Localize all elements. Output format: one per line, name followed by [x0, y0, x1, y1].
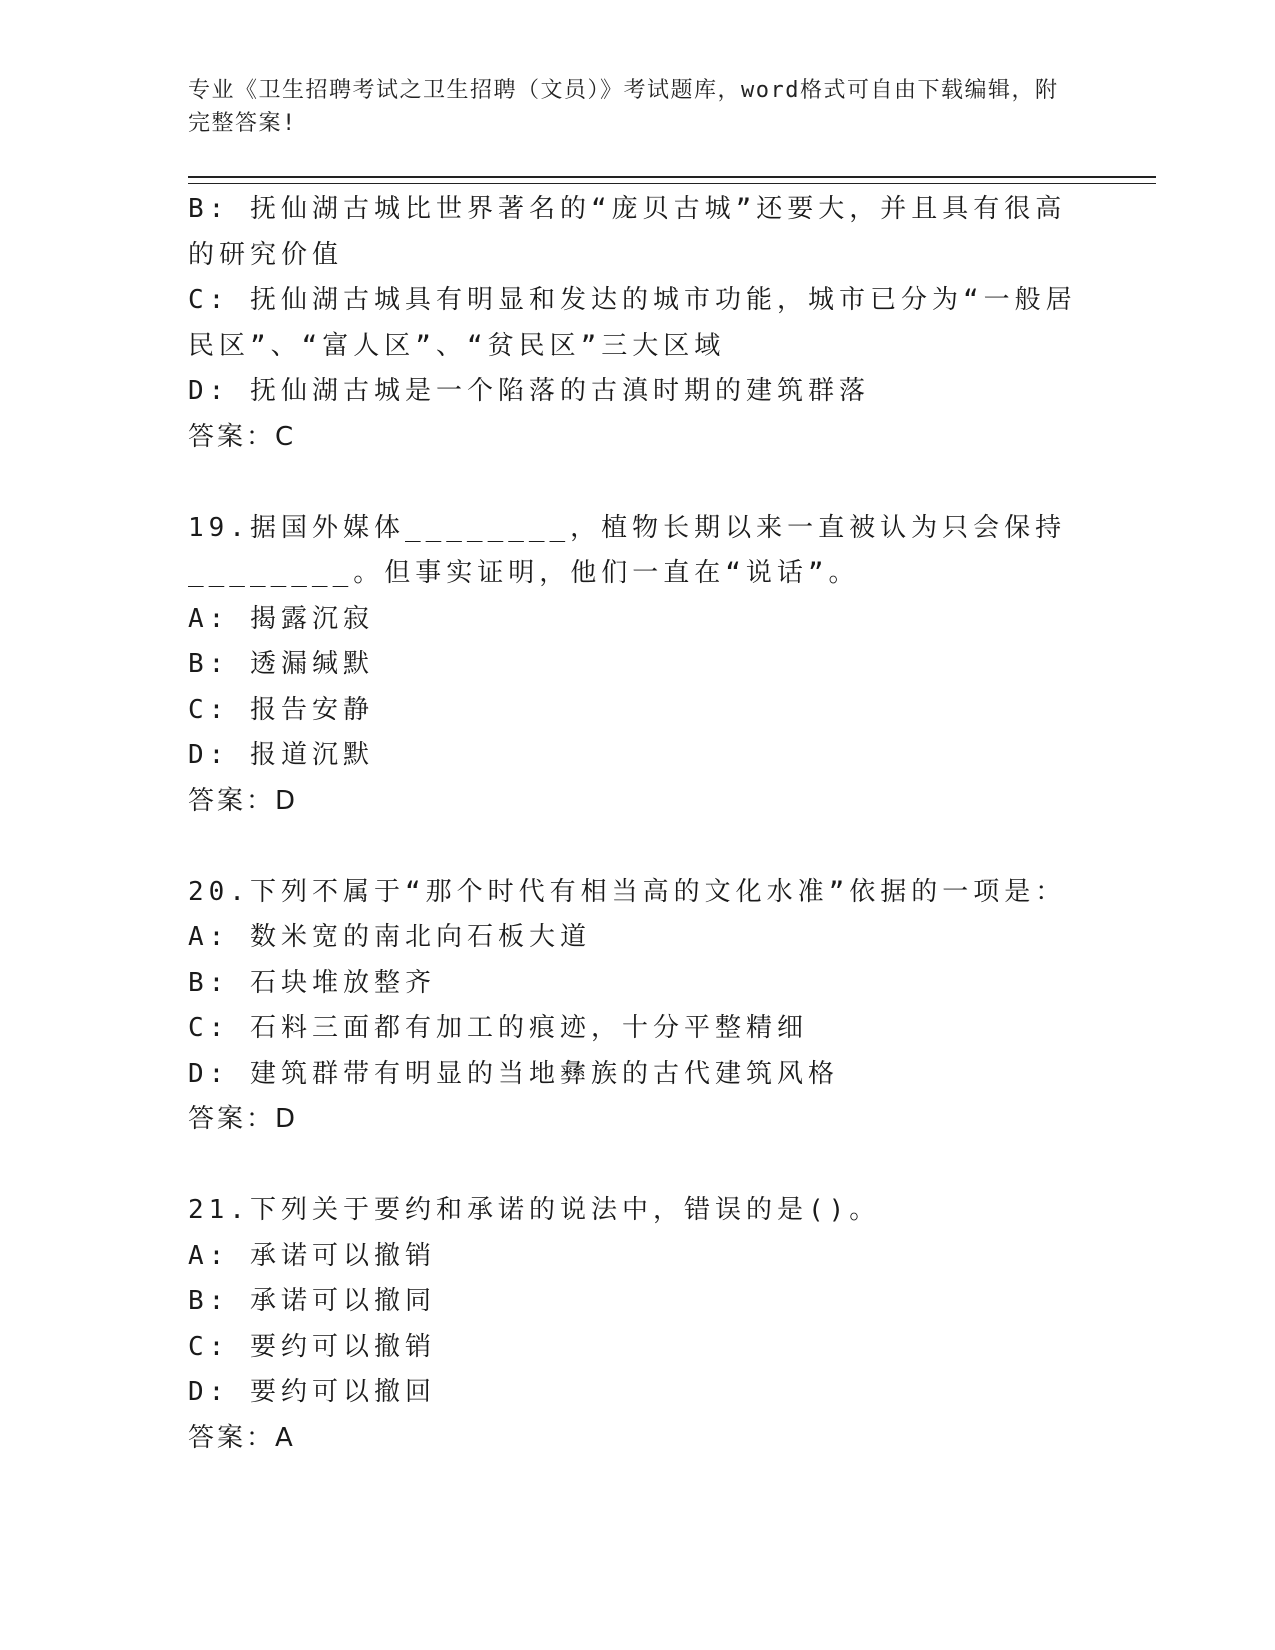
option-d: D: 建筑群带有明显的当地彝族的古代建筑风格 — [188, 1058, 839, 1089]
document-header: 专业《卫生招聘考试之卫生招聘（文员）》考试题库，word格式可自由下载编辑，附完整答案! — [188, 78, 1059, 136]
previous-question-block — [188, 187, 1088, 460]
option-c: C: 抚仙湖古城具有明显和发达的城市功能，城市已分为“一般居民区”、“富人区”、“贫民区”三大区域 — [188, 285, 1077, 361]
question-title: 20.下列不属于“那个时代有相当高的文化水准”依据的一项是： — [188, 876, 1067, 907]
header-divider — [188, 176, 1156, 184]
question-title: 19.据国外媒体________，植物长期以来一直被认为只会保持________。但事实证明，他们一直在“说话”。 — [188, 512, 1067, 588]
option-a: A: 数米宽的南北向石板大道 — [188, 922, 591, 952]
answer-label: 答案：A — [188, 1422, 296, 1453]
spacer — [188, 824, 1088, 870]
question-title: 21.下列关于要约和承诺的说法中，错误的是()。 — [188, 1195, 881, 1225]
option-d: D: 报道沉默 — [188, 740, 374, 770]
option-b: B: 承诺可以撤同 — [188, 1286, 436, 1316]
option-b: B: 石块堆放整齐 — [188, 967, 436, 998]
question-block-21 — [188, 1188, 1088, 1461]
answer-label: 答案：D — [188, 1104, 299, 1134]
option-a: A: 揭露沉寂 — [188, 603, 374, 634]
question-content — [188, 187, 1088, 1461]
question-block-20 — [188, 870, 1088, 1143]
option-b: B: 抚仙湖古城比世界著名的“庞贝古城”还要大，并且具有很高的研究价值 — [188, 194, 1067, 270]
answer-label: 答案：D — [188, 785, 299, 816]
spacer — [188, 1143, 1088, 1189]
option-c: C: 报告安静 — [188, 694, 374, 725]
option-c: C: 要约可以撤销 — [188, 1331, 436, 1362]
answer-label: 答案：C — [188, 421, 297, 452]
option-a: A: 承诺可以撤销 — [188, 1240, 436, 1271]
question-block-19 — [188, 506, 1088, 825]
option-d: D: 要约可以撤回 — [188, 1377, 436, 1407]
option-d: D: 抚仙湖古城是一个陷落的古滇时期的建筑群落 — [188, 376, 870, 406]
option-b: B: 透漏缄默 — [188, 649, 374, 679]
spacer — [188, 460, 1088, 506]
option-c: C: 石料三面都有加工的痕迹，十分平整精细 — [188, 1013, 808, 1043]
